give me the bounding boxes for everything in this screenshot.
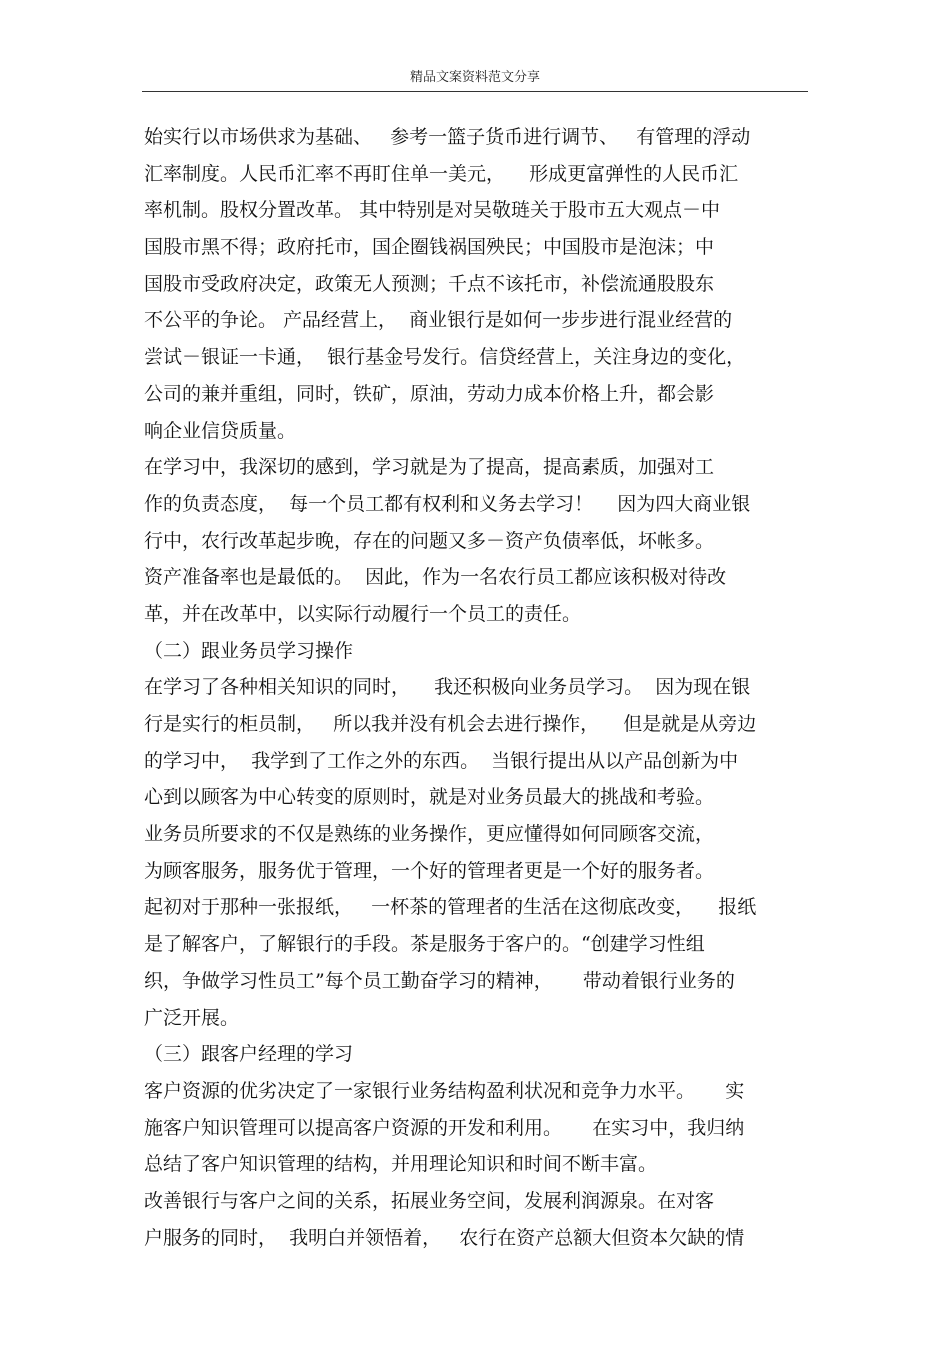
header-divider xyxy=(142,91,808,92)
text-line: 为顾客服务，服务优于管理，一个好的管理者更是一个好的服务者。 xyxy=(144,859,715,882)
text-line: 行中，农行改革起步晚，存在的问题又多－资产负债率低，坏帐多。 xyxy=(144,529,715,552)
text-line: 资产准备率也是最低的。 因此，作为一名农行员工都应该积极对待改 xyxy=(144,566,727,589)
text-line: 广泛开展。 xyxy=(144,1006,240,1029)
text-line: 始实行以市场供求为基础、 参考一篮子货币进行调节、 有管理的浮动 xyxy=(144,126,751,148)
text-line: 业务员所要求的不仅是熟练的业务操作，更应懂得如何同顾客交流， xyxy=(144,823,715,846)
text-line: 革，并在改革中，以实际行动履行一个员工的责任。 xyxy=(144,602,582,625)
text-line: 心到以顾客为中心转变的原则时，就是对业务员最大的挑战和考验。 xyxy=(144,786,715,809)
text-line: 公司的兼并重组，同时，铁矿，原油，劳动力成本价格上升，都会影 xyxy=(144,382,715,405)
document-body xyxy=(144,119,814,1256)
text-line: 总结了客户知识管理的结构，并用理论知识和时间不断丰富。 xyxy=(144,1153,658,1176)
text-line: 的学习中， 我学到了工作之外的东西。 当银行提出从以产品创新为中 xyxy=(144,749,739,772)
text-line: 响企业信贷质量。 xyxy=(144,419,297,442)
text-line: 客户资源的优劣决定了一家银行业务结构盈利状况和竞争力水平。 实 xyxy=(144,1079,745,1102)
section-heading: （三）跟客户经理的学习 xyxy=(144,1043,354,1066)
text-line: 织，争做学习性员工”每个员工勤奋学习的精神， 带动着银行业务的 xyxy=(144,969,735,992)
text-line: 户服务的同时， 我明白并领悟着， 农行在资产总额大但资本欠缺的情 xyxy=(144,1226,745,1249)
text-line: 尝试－银证一卡通， 银行基金号发行。信贷经营上，关注身边的变化， xyxy=(144,346,746,369)
text-line: 施客户知识管理可以提高客户资源的开发和利用。 在实习中，我归纳 xyxy=(144,1116,745,1139)
text-line: 不公平的争论。 产品经营上， 商业银行是如何一步步进行混业经营的 xyxy=(144,309,733,332)
page-header: 精品文案资料范文分享 xyxy=(409,70,540,85)
text-line: 行是实行的柜员制， 所以我并没有机会去进行操作， 但是就是从旁边 xyxy=(144,713,757,735)
text-line: 率机制。股权分置改革。 其中特别是对吴敬琏关于股市五大观点－中 xyxy=(144,199,721,222)
text-line: 是了解客户，了解银行的手段。茶是服务于客户的。“创建学习性组 xyxy=(144,933,705,956)
text-line: 改善银行与客户之间的关系，拓展业务空间，发展利润源泉。在对客 xyxy=(144,1189,715,1212)
section-heading: （二）跟业务员学习操作 xyxy=(144,639,354,662)
text-line: 国股市黑不得；政府托市，国企圈钱祸国殃民；中国股市是泡沫；中 xyxy=(144,236,715,259)
text-line: 在学习中，我深切的感到，学习就是为了提高，提高素质，加强对工 xyxy=(144,456,715,479)
text-line: 汇率制度。人民币汇率不再盯住单一美元， 形成更富弹性的人民币汇 xyxy=(144,162,739,185)
text-line: 作的负责态度， 每一个员工都有权利和义务去学习！ 因为四大商业银 xyxy=(144,492,751,515)
text-line: 起初对于那种一张报纸， 一杯茶的管理者的生活在这彻底改变， 报纸 xyxy=(144,896,757,919)
text-line: 在学习了各种相关知识的同时， 我还积极向业务员学习。 因为现在银 xyxy=(144,676,751,699)
text-line: 国股市受政府决定，政策无人预测；千点不该托市，补偿流通股股东 xyxy=(144,272,715,295)
